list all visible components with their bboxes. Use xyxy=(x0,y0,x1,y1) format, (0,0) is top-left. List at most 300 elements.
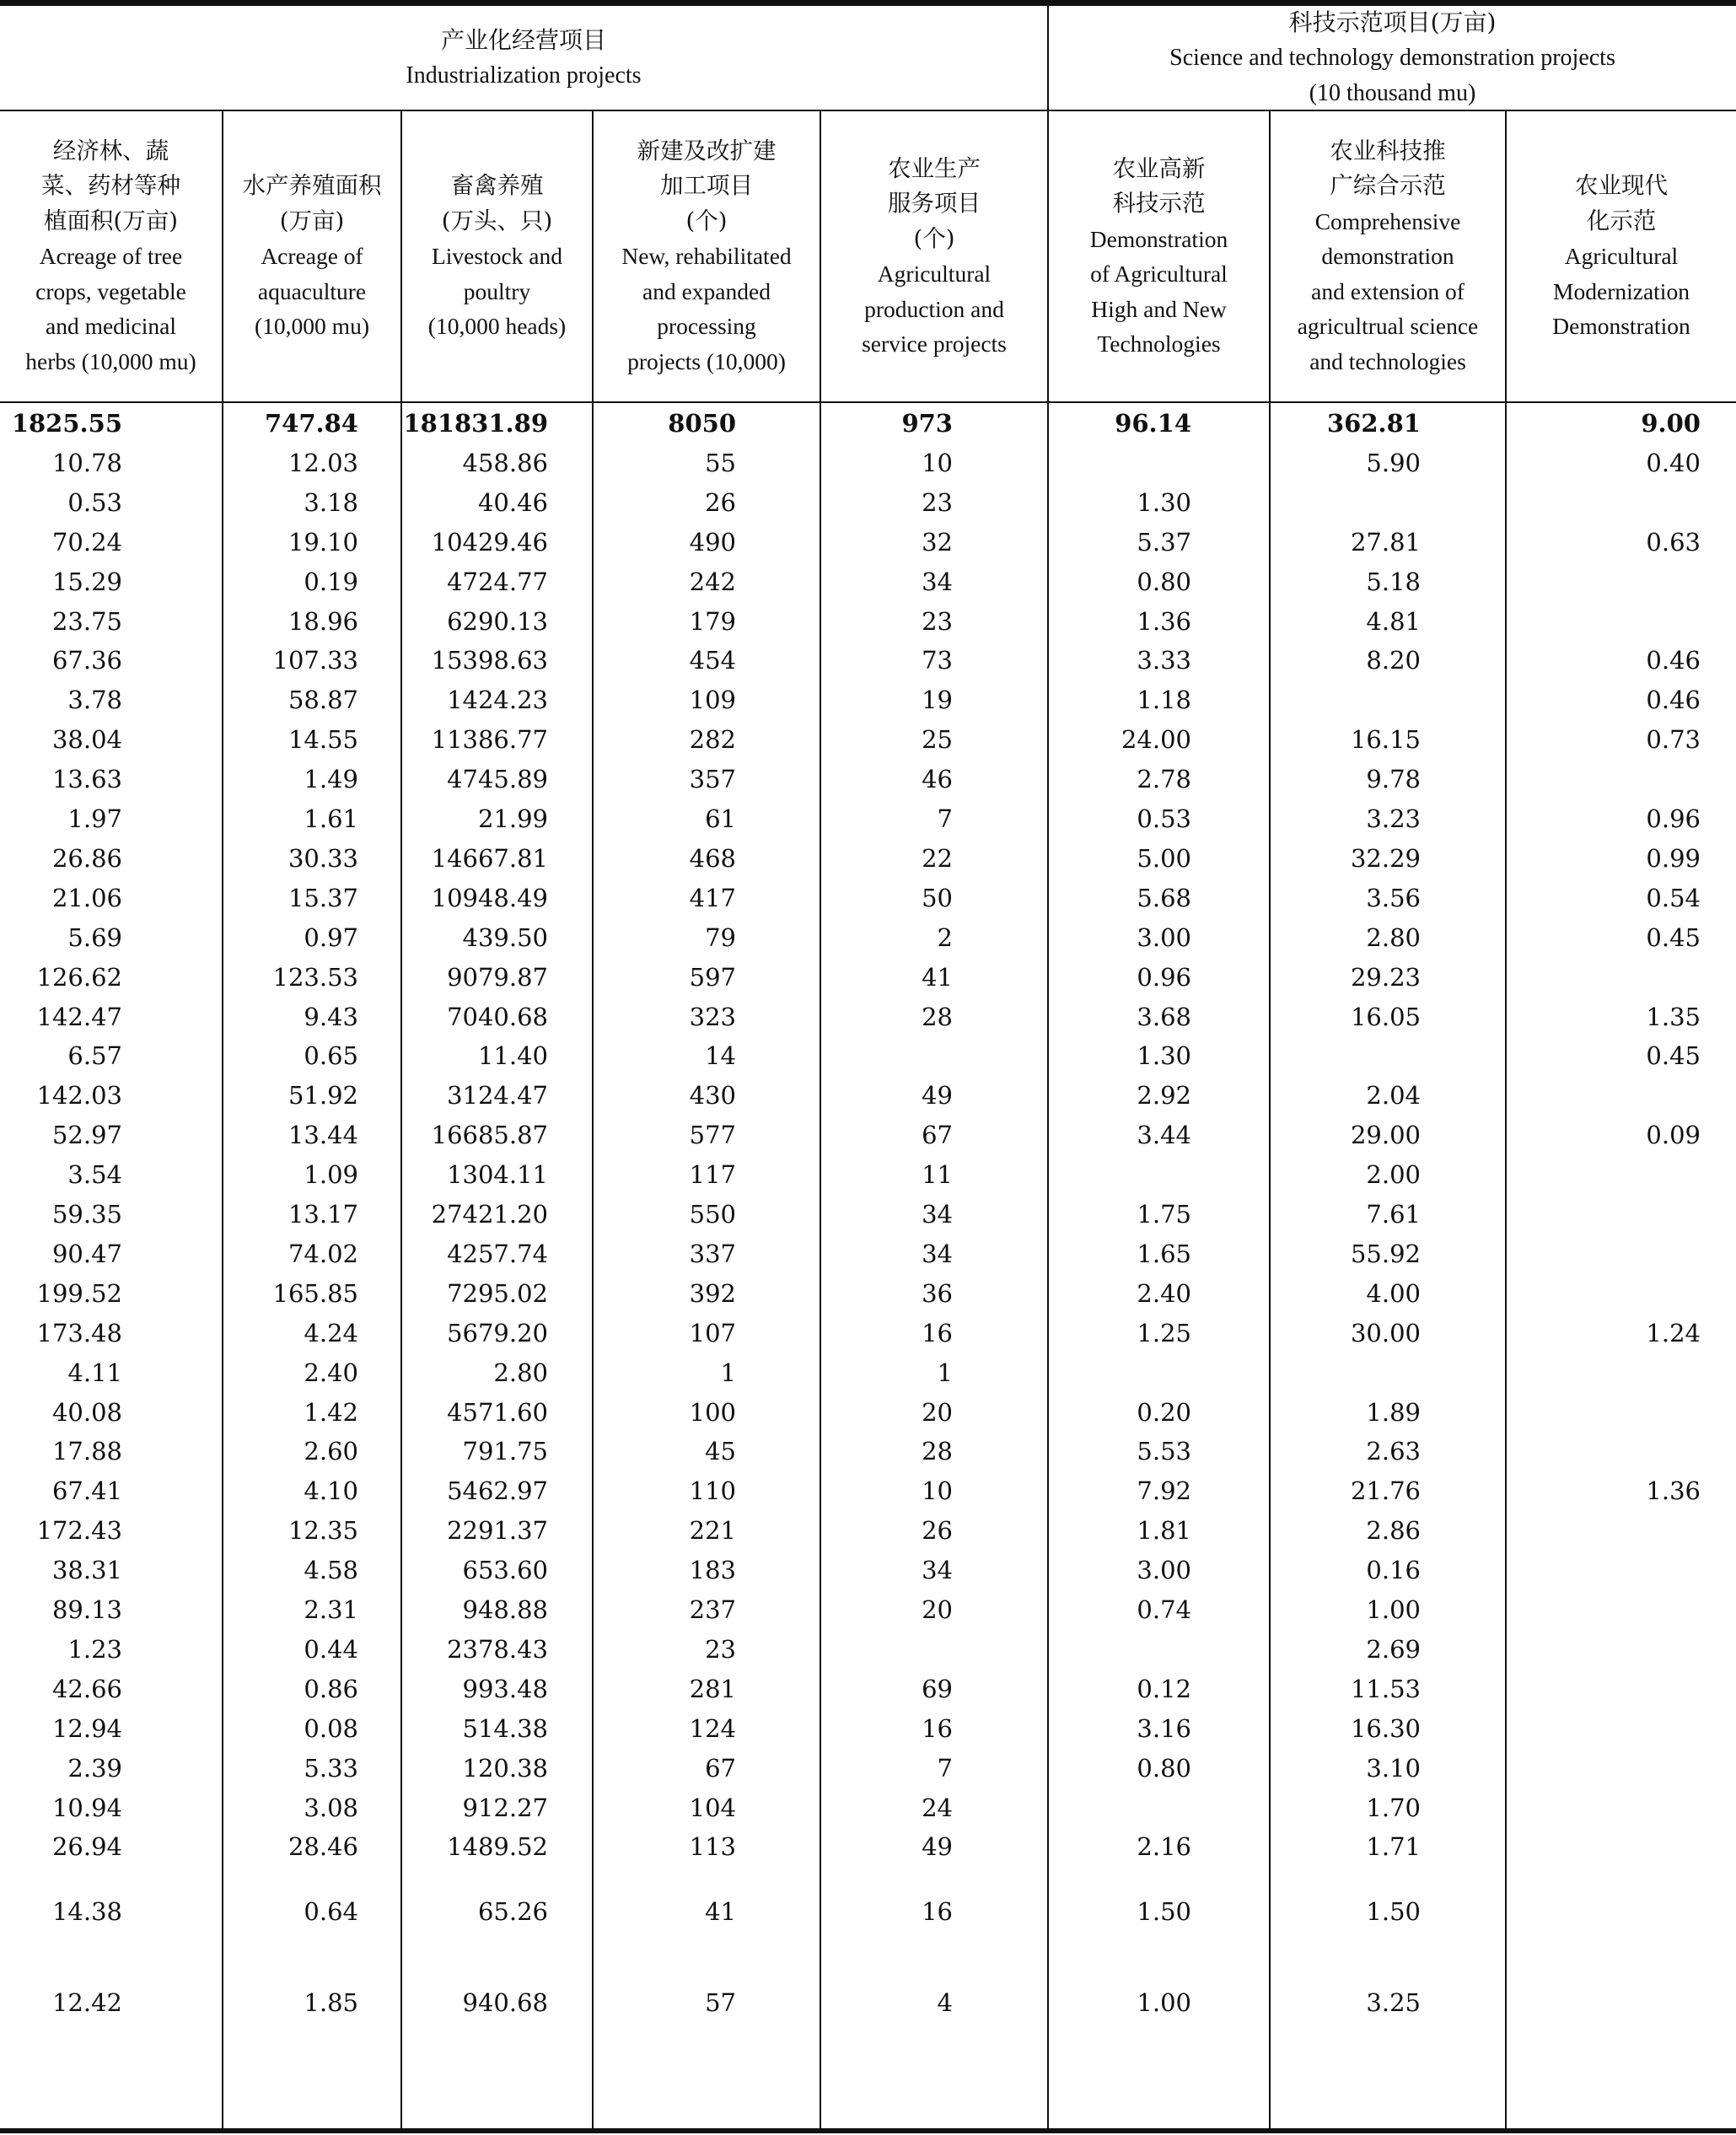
table-cell: 1.49 xyxy=(304,765,358,794)
column-header-en-line: Agricultural xyxy=(1564,243,1679,270)
table-cell: 29.00 xyxy=(1350,1121,1421,1150)
table-cell: 5.68 xyxy=(1137,883,1191,912)
table-cell: 55 xyxy=(705,448,736,477)
table-cell: 34 xyxy=(922,567,953,596)
column-separator xyxy=(592,110,594,2128)
column-separator xyxy=(1505,110,1507,2128)
table-cell: 90.47 xyxy=(51,1239,122,1268)
table-cell: 16.15 xyxy=(1350,725,1421,755)
table-cell: 14.38 xyxy=(51,1897,122,1926)
table-cell: 10 xyxy=(922,1476,953,1506)
table-cell: 7 xyxy=(937,804,953,833)
table-cell: 142.47 xyxy=(36,1002,122,1031)
table-cell: 2.86 xyxy=(1366,1516,1421,1546)
table-cell: 221 xyxy=(689,1516,736,1546)
table-cell: 5.90 xyxy=(1366,448,1421,477)
table-cell: 18.96 xyxy=(288,606,358,636)
column-header-en-line: Modernization xyxy=(1553,277,1690,304)
table-cell: 791.75 xyxy=(462,1437,548,1466)
table-cell: 3.78 xyxy=(67,686,122,715)
table-cell: 11386.77 xyxy=(431,725,548,755)
table-cell: 3.08 xyxy=(304,1793,358,1822)
table-cell: 67 xyxy=(922,1121,953,1150)
table-cell: 3.10 xyxy=(1366,1753,1421,1783)
table-cell: 55.92 xyxy=(1350,1239,1421,1268)
table-cell: 2.40 xyxy=(1137,1278,1191,1308)
table-cell: 4.00 xyxy=(1366,1278,1421,1308)
table-cell: 34 xyxy=(922,1556,953,1585)
table-cell: 142.03 xyxy=(36,1081,122,1111)
table-cell: 0.53 xyxy=(67,487,122,517)
table-cell: 1.89 xyxy=(1366,1397,1421,1427)
table-cell: 9.78 xyxy=(1366,765,1421,794)
table-cell: 61 xyxy=(705,804,736,833)
column-header-en-line: poultry xyxy=(463,277,531,304)
table-cell: 107 xyxy=(689,1318,736,1347)
table-cell: 3.56 xyxy=(1366,883,1421,912)
table-cell: 1.00 xyxy=(1137,1988,1191,2017)
column-header-en-line: Technologies xyxy=(1097,331,1221,357)
table-cell: 16685.87 xyxy=(431,1121,548,1150)
table-cell: 5.33 xyxy=(304,1753,358,1783)
table-cell: 104 xyxy=(689,1793,736,1822)
table-cell: 11.40 xyxy=(477,1041,548,1071)
column-separator xyxy=(400,110,402,2128)
table-cell: 0.54 xyxy=(1646,883,1701,912)
table-cell: 16.30 xyxy=(1350,1713,1421,1743)
column-header-en-line: Acreage of xyxy=(261,243,363,270)
table-cell: 15.29 xyxy=(51,567,122,596)
table-cell: 2.92 xyxy=(1137,1081,1191,1111)
table-cell: 4.81 xyxy=(1366,606,1421,636)
table-cell: 1.85 xyxy=(304,1988,358,2017)
table-cell: 8.20 xyxy=(1366,646,1421,675)
column-header xyxy=(1049,111,1269,401)
column-header-en-line: production and xyxy=(864,295,1004,322)
table-cell: 0.73 xyxy=(1646,725,1701,755)
table-cell: 653.60 xyxy=(462,1556,548,1585)
table-cell: 20 xyxy=(922,1397,953,1427)
table-cell: 22 xyxy=(922,843,953,873)
table-cell: 26 xyxy=(922,1516,953,1546)
table-cell: 4.10 xyxy=(304,1476,358,1506)
table-cell: 30.00 xyxy=(1350,1318,1421,1347)
table-cell: 1.18 xyxy=(1137,686,1191,715)
table-cell: 13.44 xyxy=(288,1121,358,1150)
table-cell: 281 xyxy=(689,1674,736,1703)
table-cell: 1.35 xyxy=(1646,1002,1701,1031)
column-header-en-line: processing xyxy=(657,313,756,340)
table-cell: 3.16 xyxy=(1137,1713,1191,1743)
table-cell: 0.08 xyxy=(304,1713,358,1743)
column-separator xyxy=(222,110,223,2128)
table-cell: 126.62 xyxy=(36,962,122,992)
table-cell: 67.41 xyxy=(51,1476,122,1506)
table-cell: 0.96 xyxy=(1646,804,1701,833)
table-cell: 1 xyxy=(937,1358,953,1387)
table-cell: 7 xyxy=(937,1753,953,1783)
table-cell: 5.00 xyxy=(1137,843,1191,873)
table-cell: 7.61 xyxy=(1366,1200,1421,1229)
table-cell: 34 xyxy=(922,1200,953,1229)
table-cell: 0.63 xyxy=(1646,527,1701,557)
table-cell: 10429.46 xyxy=(431,527,548,557)
column-header-zh-line: 加工项目 xyxy=(660,172,753,200)
column-header-zh-line: 水产养殖面积 xyxy=(242,172,382,200)
table-cell: 73 xyxy=(922,646,953,675)
table-cell: 0.80 xyxy=(1137,567,1191,596)
column-header-en-line: agricultrual science xyxy=(1297,313,1479,340)
column-header-en-line: aquaculture xyxy=(257,277,367,304)
table-cell: 0.44 xyxy=(304,1634,358,1664)
table-cell: 26.94 xyxy=(51,1832,122,1862)
table-cell: 12.94 xyxy=(51,1713,122,1743)
column-header-en-line: and extension of xyxy=(1311,277,1465,304)
table-cell: 32.29 xyxy=(1350,843,1421,873)
table-cell: 59.35 xyxy=(51,1200,122,1229)
table-cell: 0.46 xyxy=(1646,686,1701,715)
column-header-zh-line: (万亩) xyxy=(279,207,345,234)
table-cell: 13.63 xyxy=(51,765,122,794)
table-cell: 21.99 xyxy=(477,804,548,833)
table-cell: 28 xyxy=(922,1002,953,1031)
column-header-zh-line: 菜、药材等种 xyxy=(41,172,180,200)
table-cell: 4.58 xyxy=(304,1556,358,1585)
table-cell: 14667.81 xyxy=(431,843,548,873)
table-cell: 1.09 xyxy=(304,1160,358,1190)
table-cell: 5679.20 xyxy=(447,1318,548,1347)
table-cell: 3.68 xyxy=(1137,1002,1191,1031)
table-cell: 1.71 xyxy=(1366,1832,1421,1862)
table-cell: 3.00 xyxy=(1137,1556,1191,1585)
table-cell: 7040.68 xyxy=(447,1002,548,1031)
table-cell: 323 xyxy=(689,1002,736,1031)
table-cell: 1424.23 xyxy=(447,686,548,715)
table-cell: 2.00 xyxy=(1366,1160,1421,1190)
table-cell: 5.69 xyxy=(67,922,122,952)
table-cell: 514.38 xyxy=(462,1713,548,1743)
table-cell: 1.50 xyxy=(1366,1897,1421,1926)
column-header-en-line: demonstration xyxy=(1321,243,1454,270)
table-cell: 4 xyxy=(937,1988,953,2017)
table-cell: 1.36 xyxy=(1137,606,1191,636)
column-header-zh-line: (个) xyxy=(913,224,955,252)
table-cell: 2291.37 xyxy=(447,1516,548,1546)
total-cell: 362.81 xyxy=(1327,409,1421,438)
column-header-en-line: New, rehabilitated xyxy=(621,243,792,270)
table-cell: 0.64 xyxy=(304,1897,358,1926)
table-cell: 0.45 xyxy=(1646,922,1701,952)
column-header xyxy=(0,111,222,401)
table-cell: 1.36 xyxy=(1646,1476,1701,1506)
column-header-en-line: and medicinal xyxy=(45,313,176,340)
group-header-zh: 科技示范项目(万亩) xyxy=(1288,8,1497,36)
table-cell: 11 xyxy=(922,1160,953,1190)
table-cell: 3.23 xyxy=(1366,804,1421,833)
table-cell: 912.27 xyxy=(462,1793,548,1822)
table-cell: 1.75 xyxy=(1137,1200,1191,1229)
table-cell: 30.33 xyxy=(288,843,358,873)
table-cell: 0.96 xyxy=(1137,962,1191,992)
column-header-zh-line: 畜禽养殖 xyxy=(450,172,544,200)
table-cell: 430 xyxy=(689,1081,736,1111)
group-header-science xyxy=(1049,7,1736,110)
table-cell: 13.17 xyxy=(288,1200,358,1229)
table-cell: 15398.63 xyxy=(431,646,548,675)
table-cell: 2.04 xyxy=(1366,1081,1421,1111)
table-cell: 24 xyxy=(922,1793,953,1822)
table-cell: 439.50 xyxy=(462,922,548,952)
column-header xyxy=(1271,111,1505,401)
table-cell: 10 xyxy=(922,448,953,477)
table-cell: 948.88 xyxy=(462,1595,548,1624)
table-cell: 3.33 xyxy=(1137,646,1191,675)
table-cell: 14.55 xyxy=(288,725,358,755)
table-cell: 993.48 xyxy=(462,1674,548,1703)
table-cell: 417 xyxy=(689,883,736,912)
table-cell: 32 xyxy=(922,527,953,557)
column-header xyxy=(223,111,400,401)
table-cell: 41 xyxy=(922,962,953,992)
table-cell: 16 xyxy=(922,1713,953,1743)
table-cell: 45 xyxy=(705,1437,736,1466)
table-cell: 20 xyxy=(922,1595,953,1624)
table-cell: 49 xyxy=(922,1081,953,1111)
table-cell: 41 xyxy=(705,1897,736,1926)
table-cell: 1489.52 xyxy=(447,1832,548,1862)
column-header-en-line: projects (10,000) xyxy=(627,347,786,374)
total-cell: 8050 xyxy=(668,409,736,438)
table-cell: 107.33 xyxy=(272,646,358,675)
group-header-en: Industrialization projects xyxy=(406,62,642,89)
table-cell: 5.18 xyxy=(1366,567,1421,596)
table-cell: 3.44 xyxy=(1137,1121,1191,1150)
table-cell: 4724.77 xyxy=(447,567,548,596)
column-header xyxy=(821,111,1047,401)
table-cell: 23 xyxy=(922,606,953,636)
column-header-en-line: of Agricultural xyxy=(1090,261,1228,287)
table-cell: 490 xyxy=(689,527,736,557)
group-header-en: Science and technology demonstration projects xyxy=(1169,45,1615,71)
table-cell: 89.13 xyxy=(51,1595,122,1624)
table-cell: 65.26 xyxy=(477,1897,548,1926)
table-cell: 1.61 xyxy=(304,804,358,833)
table-cell: 38.31 xyxy=(51,1556,122,1585)
table-cell: 4745.89 xyxy=(447,765,548,794)
table-cell: 237 xyxy=(689,1595,736,1624)
table-cell: 1.30 xyxy=(1137,487,1191,517)
total-cell: 181831.89 xyxy=(403,409,548,438)
column-header-zh-line: 广综合示范 xyxy=(1330,172,1446,200)
column-header-en-line: Comprehensive xyxy=(1314,207,1461,234)
table-cell: 597 xyxy=(689,962,736,992)
table-cell: 67 xyxy=(705,1753,736,1783)
table-cell: 7.92 xyxy=(1137,1476,1191,1506)
table-cell: 468 xyxy=(689,843,736,873)
table-cell: 0.45 xyxy=(1646,1041,1701,1071)
bottom-rule xyxy=(0,2128,1736,2133)
table-cell: 21.76 xyxy=(1350,1476,1421,1506)
table-cell: 2.78 xyxy=(1137,765,1191,794)
table-cell: 0.97 xyxy=(304,922,358,952)
total-cell: 747.84 xyxy=(265,409,358,438)
column-header-zh-line: (万头、只) xyxy=(441,207,553,234)
table-cell: 1 xyxy=(720,1358,736,1387)
table-cell: 2.80 xyxy=(493,1358,548,1387)
table-cell: 392 xyxy=(689,1278,736,1308)
table-cell: 12.42 xyxy=(51,1988,122,2017)
table-cell: 57 xyxy=(705,1988,736,2017)
table-cell: 1.50 xyxy=(1137,1897,1191,1926)
column-header-en-line: High and New xyxy=(1091,295,1227,322)
column-header-en-line: and technologies xyxy=(1309,347,1466,374)
table-cell: 14 xyxy=(705,1041,736,1071)
table-cell: 9079.87 xyxy=(447,962,548,992)
column-header-zh-line: 植面积(万亩) xyxy=(44,207,178,234)
column-header-en-line: and expanded xyxy=(642,277,771,304)
column-header-zh-line: 农业现代 xyxy=(1575,172,1668,200)
table-cell: 124 xyxy=(689,1713,736,1743)
column-header-en-line: Agricultural xyxy=(877,261,992,287)
column-header xyxy=(594,111,820,401)
table-cell: 4.24 xyxy=(304,1318,358,1347)
table-cell: 0.80 xyxy=(1137,1753,1191,1783)
total-cell: 973 xyxy=(901,409,953,438)
table-cell: 165.85 xyxy=(272,1278,358,1308)
table-cell: 0.20 xyxy=(1137,1397,1191,1427)
table-cell: 1.65 xyxy=(1137,1239,1191,1268)
table-cell: 1.00 xyxy=(1366,1595,1421,1624)
table-cell: 16 xyxy=(922,1897,953,1926)
table-cell: 29.23 xyxy=(1350,962,1421,992)
table-cell: 2.31 xyxy=(304,1595,358,1624)
column-header-en-line: service projects xyxy=(862,331,1007,357)
table-cell: 23 xyxy=(922,487,953,517)
table-cell: 70.24 xyxy=(51,527,122,557)
table-cell: 3.25 xyxy=(1366,1988,1421,2017)
table-cell: 27421.20 xyxy=(431,1200,548,1229)
table-cell: 6.57 xyxy=(67,1041,122,1071)
table-cell: 40.08 xyxy=(51,1397,122,1427)
table-cell: 2.60 xyxy=(304,1437,358,1466)
table-cell: 117 xyxy=(689,1160,736,1190)
table-cell: 15.37 xyxy=(288,883,358,912)
table-cell: 940.68 xyxy=(462,1988,548,2017)
table-cell: 28.46 xyxy=(288,1832,358,1862)
column-header-en-line: crops, vegetable xyxy=(35,277,186,304)
table-cell: 1.42 xyxy=(304,1397,358,1427)
table-cell: 38.04 xyxy=(51,725,122,755)
table-cell: 26 xyxy=(705,487,736,517)
column-header-en-line: herbs (10,000 mu) xyxy=(25,347,196,374)
table-cell: 51.92 xyxy=(288,1081,358,1111)
table-cell: 1.23 xyxy=(67,1634,122,1664)
table-cell: 25 xyxy=(922,725,953,755)
column-header-zh-line: 化示范 xyxy=(1586,207,1657,234)
table-cell: 577 xyxy=(689,1121,736,1150)
table-cell: 2378.43 xyxy=(447,1634,548,1664)
table-cell: 1.30 xyxy=(1137,1041,1191,1071)
column-separator xyxy=(1269,110,1271,2128)
table-cell: 6290.13 xyxy=(447,606,548,636)
table-cell: 1.24 xyxy=(1646,1318,1701,1347)
table-cell: 282 xyxy=(689,725,736,755)
table-cell: 0.65 xyxy=(304,1041,358,1071)
table-cell: 550 xyxy=(689,1200,736,1229)
table-cell: 3.18 xyxy=(304,487,358,517)
table-cell: 5.53 xyxy=(1137,1437,1191,1466)
table-cell: 2.16 xyxy=(1137,1832,1191,1862)
table-cell: 24.00 xyxy=(1121,725,1191,755)
table-cell: 49 xyxy=(922,1832,953,1862)
table-cell: 0.09 xyxy=(1646,1121,1701,1150)
table-cell: 1304.11 xyxy=(447,1160,548,1190)
table-cell: 110 xyxy=(689,1476,736,1506)
table-cell: 173.48 xyxy=(36,1318,122,1347)
table-cell: 109 xyxy=(689,686,736,715)
column-header-zh-line: 服务项目 xyxy=(888,190,981,217)
table-cell: 5462.97 xyxy=(447,1476,548,1506)
column-header-zh-line: 农业科技推 xyxy=(1330,137,1446,164)
column-header xyxy=(402,111,592,401)
table-cell: 2.80 xyxy=(1366,922,1421,952)
table-cell: 1.97 xyxy=(67,804,122,833)
header-body-divider xyxy=(0,401,1736,403)
table-cell: 0.53 xyxy=(1137,804,1191,833)
table-cell: 10948.49 xyxy=(431,883,548,912)
table-cell: 40.46 xyxy=(477,487,548,517)
table-cell: 0.19 xyxy=(304,567,358,596)
table-cell: 1.81 xyxy=(1137,1516,1191,1546)
table-cell: 46 xyxy=(922,765,953,794)
table-cell: 28 xyxy=(922,1437,953,1466)
table-cell: 19 xyxy=(922,686,953,715)
table-cell: 183 xyxy=(689,1556,736,1585)
table-cell: 0.40 xyxy=(1646,448,1701,477)
table-cell: 79 xyxy=(705,922,736,952)
table-cell: 69 xyxy=(922,1674,953,1703)
table-cell: 199.52 xyxy=(36,1278,122,1308)
column-separator xyxy=(820,110,821,2128)
table-cell: 242 xyxy=(689,567,736,596)
table-cell: 9.43 xyxy=(304,1002,358,1031)
table-cell: 67.36 xyxy=(51,646,122,675)
table-cell: 21.06 xyxy=(51,883,122,912)
column-header-zh-line: 经济林、蔬 xyxy=(52,137,169,164)
table-cell: 19.10 xyxy=(288,527,358,557)
column-header-zh-line: 新建及改扩建 xyxy=(637,137,777,164)
table-cell: 4571.60 xyxy=(447,1397,548,1427)
table-cell: 36 xyxy=(922,1278,953,1308)
table-cell: 12.35 xyxy=(288,1516,358,1546)
table-cell: 3.00 xyxy=(1137,922,1191,952)
table-cell: 1.70 xyxy=(1366,1793,1421,1822)
column-header-en-line: (10,000 mu) xyxy=(255,313,369,340)
total-cell: 96.14 xyxy=(1115,409,1191,438)
table-cell: 100 xyxy=(689,1397,736,1427)
table-cell: 0.99 xyxy=(1646,843,1701,873)
table-cell: 0.46 xyxy=(1646,646,1701,675)
table-cell: 34 xyxy=(922,1239,953,1268)
table-cell: 0.86 xyxy=(304,1674,358,1703)
table-cell: 2 xyxy=(937,922,953,952)
table-cell: 0.12 xyxy=(1137,1674,1191,1703)
column-header-zh-line: (个) xyxy=(685,207,728,234)
total-cell: 9.00 xyxy=(1641,409,1701,438)
table-cell: 42.66 xyxy=(51,1674,122,1703)
group-header-zh: 产业化经营项目 xyxy=(440,26,606,54)
table-cell: 1.25 xyxy=(1137,1318,1191,1347)
